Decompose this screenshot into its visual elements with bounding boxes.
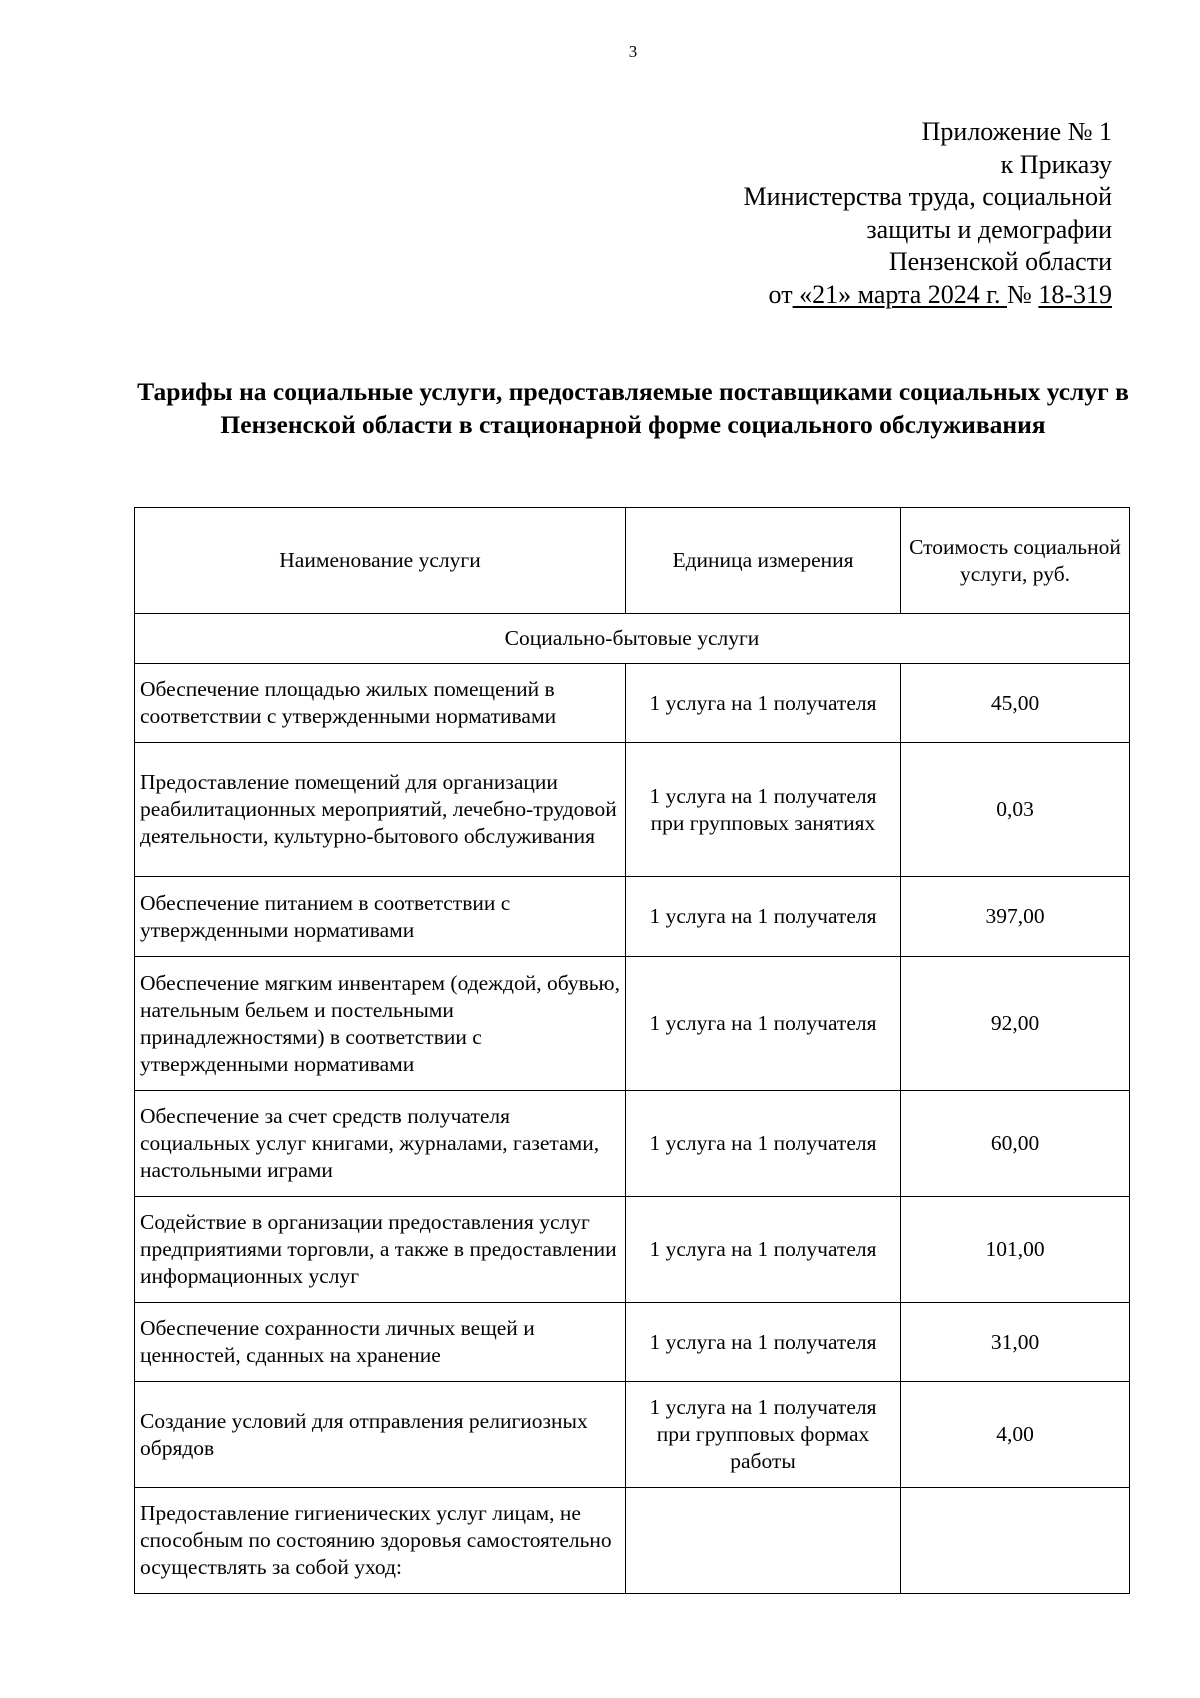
service-unit: 1 услуга на 1 получателя bbox=[626, 1091, 901, 1197]
order-number: 18-319 bbox=[1038, 279, 1112, 309]
order-prefix: от bbox=[768, 279, 793, 309]
service-unit: 1 услуга на 1 получателя bbox=[626, 1303, 901, 1382]
service-unit: 1 услуга на 1 получателя bbox=[626, 1197, 901, 1303]
service-cost: 31,00 bbox=[901, 1303, 1130, 1382]
table-row bbox=[135, 664, 1130, 743]
service-cost: 45,00 bbox=[901, 664, 1130, 743]
header-unit: Единица измерения bbox=[626, 508, 901, 614]
service-cost: 101,00 bbox=[901, 1197, 1130, 1303]
document-title: Тарифы на социальные услуги, предоставляемые поставщиками социальных услуг в Пензенской области в стационарной форме социального обслуживания bbox=[137, 377, 1129, 439]
service-cost: 4,00 bbox=[901, 1382, 1130, 1488]
order-reference bbox=[744, 279, 1112, 312]
order-number-label: № bbox=[1007, 279, 1039, 309]
appendix-line: защиты и демографии bbox=[866, 214, 1112, 244]
service-unit: 1 услуга на 1 получателя при групповых занятиях bbox=[626, 743, 901, 877]
service-cost: 92,00 bbox=[901, 957, 1130, 1091]
appendix-line: к Приказу bbox=[1000, 149, 1112, 179]
service-cost bbox=[901, 1488, 1130, 1594]
service-name: Предоставление помещений для организации реабилитационных мероприятий, лечебно-трудовой деятельности, культурно-бытового обслуживания bbox=[135, 743, 626, 877]
section-row bbox=[135, 614, 1130, 664]
service-unit bbox=[626, 1488, 901, 1594]
service-unit: 1 услуга на 1 получателя bbox=[626, 664, 901, 743]
table-row bbox=[135, 1382, 1130, 1488]
service-name: Обеспечение мягким инвентарем (одеждой, обувью, нательным бельем и постельными принадлежностями) в соответствии с утвержденными нормативами bbox=[135, 957, 626, 1091]
service-name: Предоставление гигиенических услуг лицам, не способным по состоянию здоровья самостоятельно осуществлять за собой уход: bbox=[135, 1488, 626, 1594]
table-row bbox=[135, 1091, 1130, 1197]
appendix-line: Приложение № 1 bbox=[921, 117, 1112, 146]
page-number: 3 bbox=[628, 42, 638, 61]
service-name: Обеспечение питанием в соответствии с утвержденными нормативами bbox=[135, 877, 626, 957]
service-unit: 1 услуга на 1 получателя bbox=[626, 957, 901, 1091]
service-cost: 0,03 bbox=[901, 743, 1130, 877]
service-unit: 1 услуга на 1 получателя при групповых формах работы bbox=[626, 1382, 901, 1488]
header-name: Наименование услуги bbox=[135, 508, 626, 614]
service-name: Создание условий для отправления религиозных обрядов bbox=[135, 1382, 626, 1488]
table-row bbox=[135, 743, 1130, 877]
table-row bbox=[135, 1488, 1130, 1594]
appendix-line: Министерства труда, социальной bbox=[743, 182, 1112, 211]
table-row bbox=[135, 877, 1130, 957]
header-cost: Стоимость социальной услуги, руб. bbox=[901, 508, 1130, 614]
service-name: Обеспечение площадью жилых помещений в соответствии с утвержденными нормативами bbox=[135, 664, 626, 743]
service-name: Обеспечение за счет средств получателя социальных услуг книгами, журналами, газетами, настольными играми bbox=[135, 1091, 626, 1197]
table-row bbox=[135, 1303, 1130, 1382]
service-name: Обеспечение сохранности личных вещей и ценностей, сданных на хранение bbox=[135, 1303, 626, 1382]
service-unit: 1 услуга на 1 получателя bbox=[626, 877, 901, 957]
table-row bbox=[135, 1197, 1130, 1303]
table-header-row bbox=[135, 508, 1130, 614]
section-title: Социально-бытовые услуги bbox=[135, 614, 1130, 664]
appendix-line: Пензенской области bbox=[888, 247, 1112, 276]
order-date: «21» марта 2024 г. bbox=[792, 279, 1008, 309]
tariffs-table bbox=[134, 507, 1130, 1594]
appendix-header bbox=[744, 116, 1112, 311]
service-cost: 60,00 bbox=[901, 1091, 1130, 1197]
service-name: Содействие в организации предоставления услуг предприятиями торговли, а также в предоставлении информационных услуг bbox=[135, 1197, 626, 1303]
table-row bbox=[135, 957, 1130, 1091]
service-cost: 397,00 bbox=[901, 877, 1130, 957]
